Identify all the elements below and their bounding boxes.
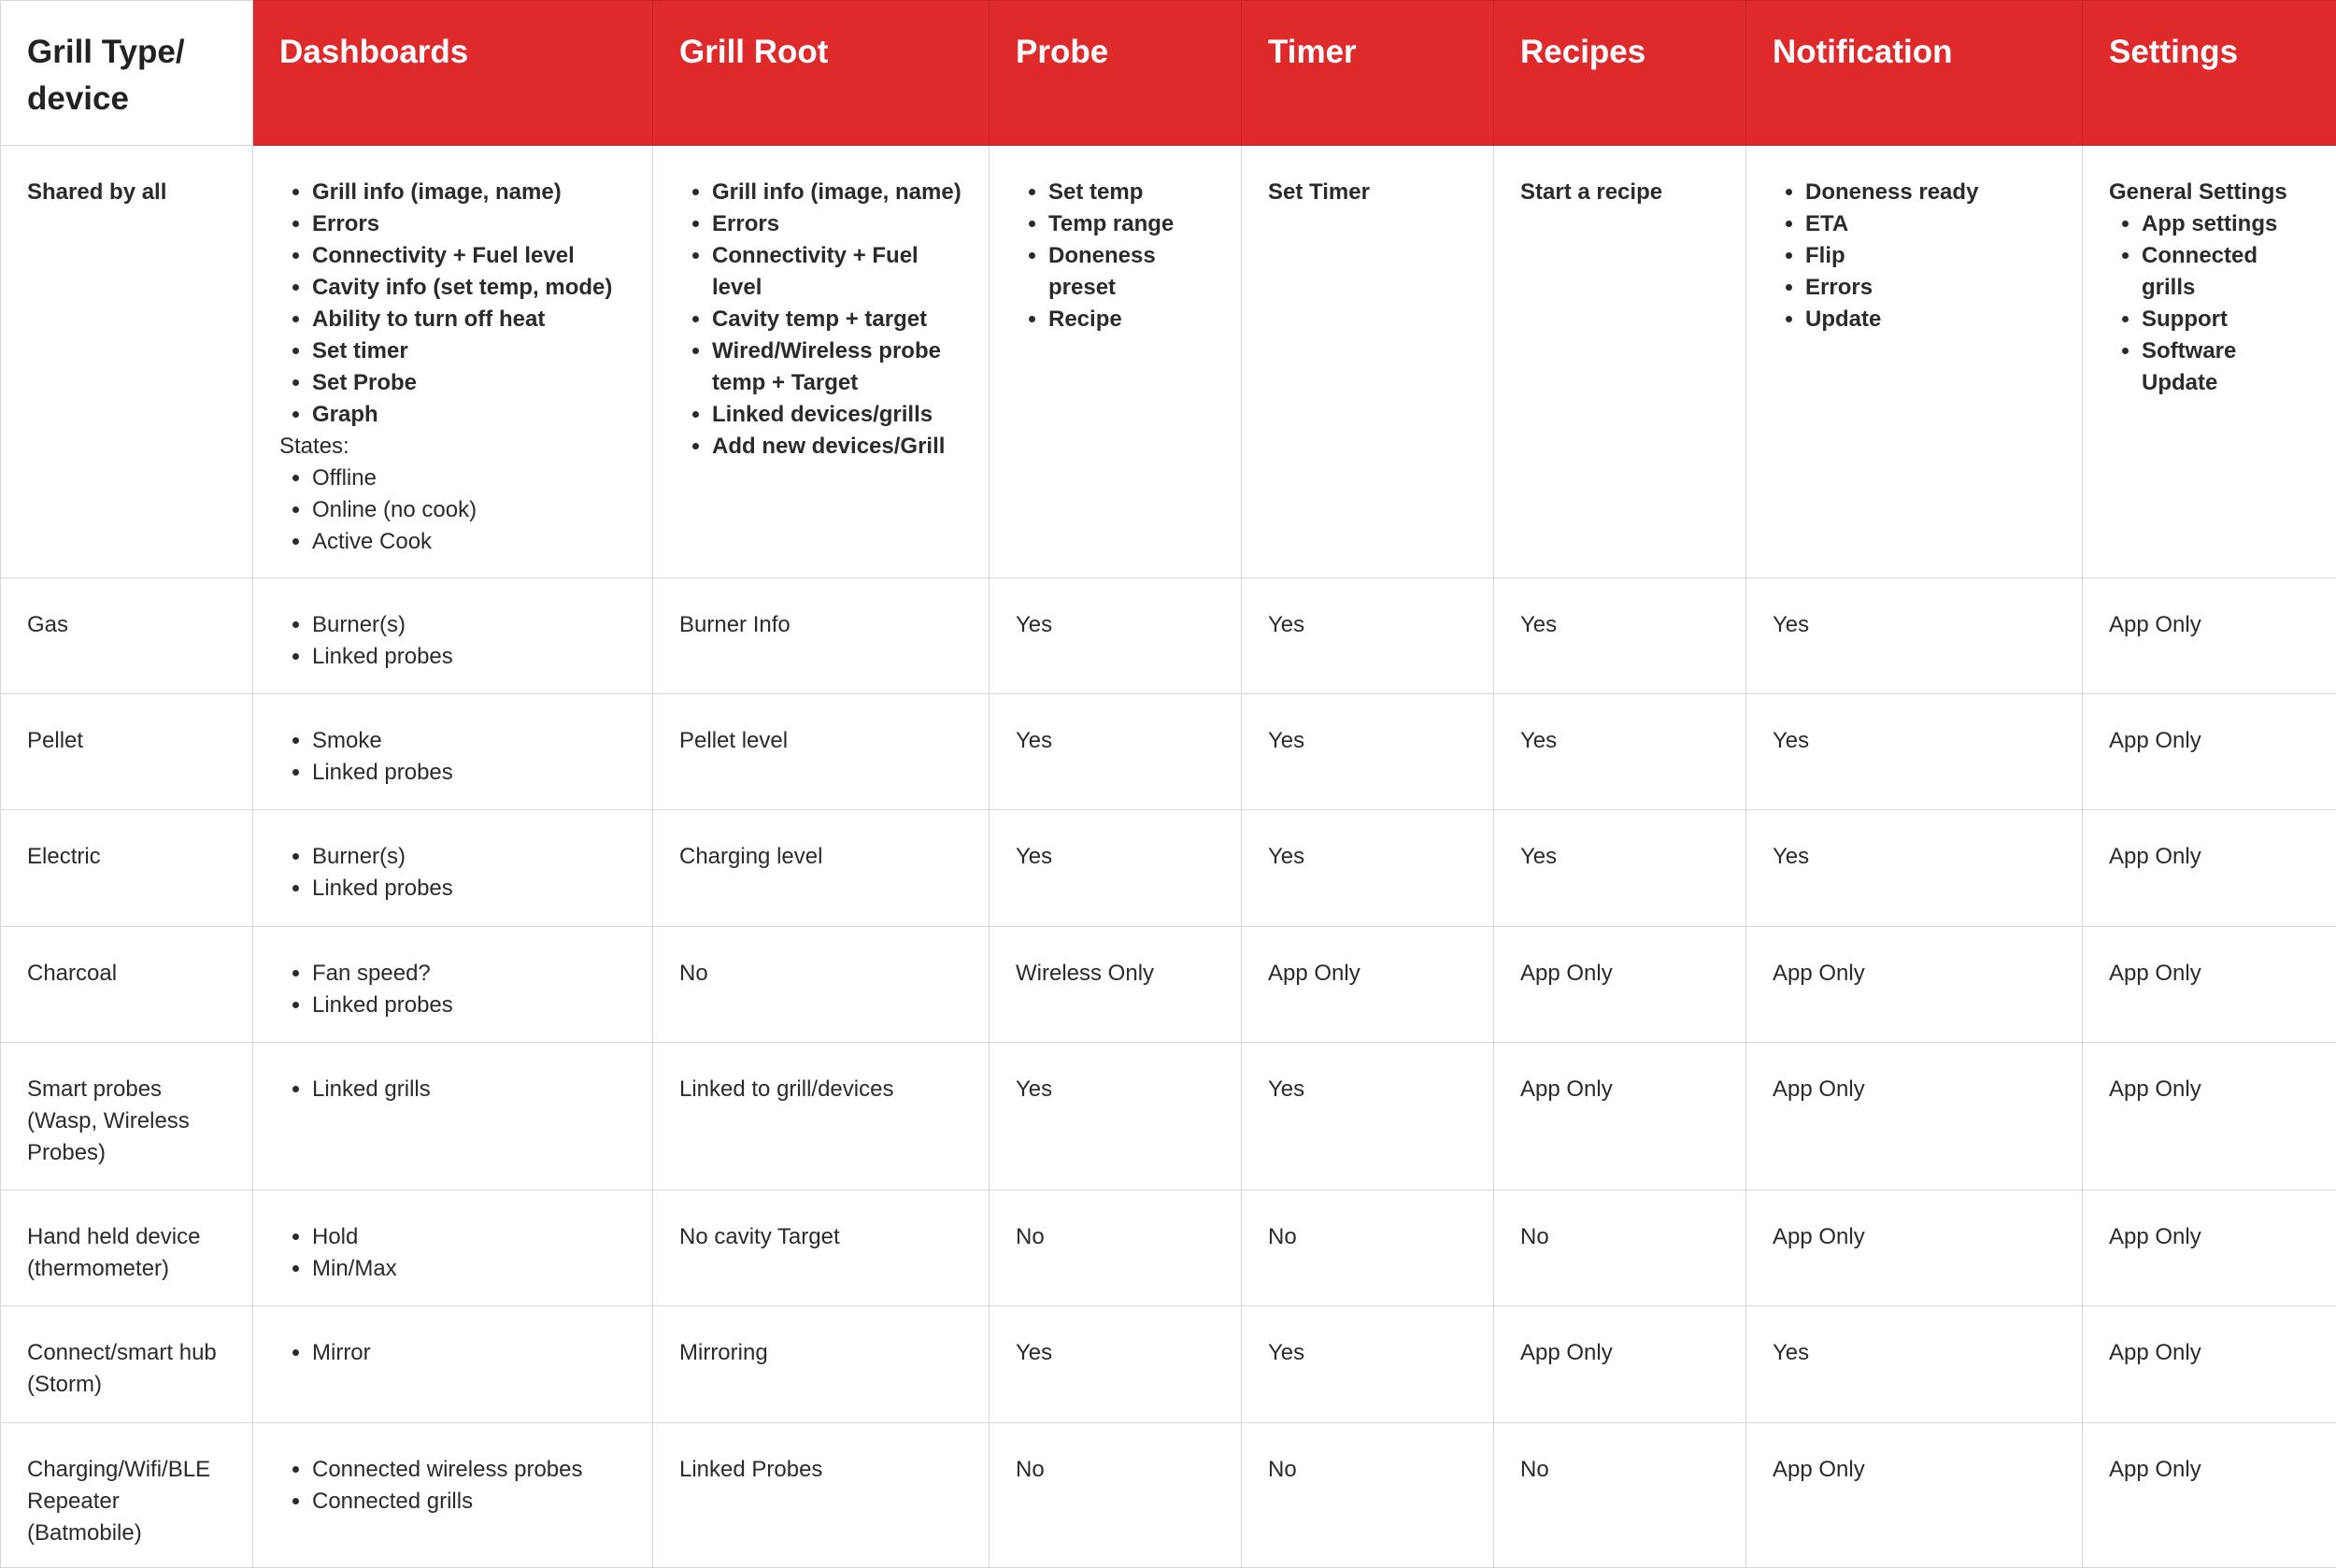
device-name-cell: Charcoal bbox=[1, 926, 253, 1042]
timer-cell: Yes bbox=[1242, 694, 1494, 810]
timer-cell: Yes bbox=[1242, 1042, 1494, 1190]
grill-root-cell: No cavity Target bbox=[653, 1190, 990, 1306]
timer-cell: Yes bbox=[1242, 1306, 1494, 1422]
probe-cell: Yes bbox=[990, 694, 1242, 810]
timer-cell: Yes bbox=[1242, 810, 1494, 926]
probe-cell: No bbox=[990, 1422, 1242, 1567]
states-label: States: bbox=[279, 434, 349, 459]
list-item: • Flip bbox=[1805, 240, 2056, 272]
header-dashboards: Dashboards bbox=[253, 1, 653, 146]
probe-cell: Yes bbox=[990, 1042, 1242, 1190]
list-item: • Set temp bbox=[1048, 177, 1215, 208]
settings-cell: App Only bbox=[2083, 1042, 2336, 1190]
list-item: • Wired/Wireless probe temp + Target bbox=[712, 335, 962, 399]
settings-cell: App Only bbox=[2083, 694, 2336, 810]
grill-root-cell: Charging level bbox=[653, 810, 990, 926]
list-item: • Cavity info (set temp, mode) bbox=[312, 272, 626, 304]
notification-cell: Yes bbox=[1746, 810, 2083, 926]
list-item: • Online (no cook) bbox=[312, 494, 626, 526]
list-item: • Linked probes bbox=[312, 990, 626, 1021]
list-item: • Add new devices/Grill bbox=[712, 431, 962, 463]
timer-cell: Yes bbox=[1242, 577, 1494, 693]
header-row bbox=[1, 1, 2336, 146]
list-item: • Smoke bbox=[312, 725, 626, 757]
list-item: • Errors bbox=[1805, 272, 2056, 304]
header-timer: Timer bbox=[1242, 1, 1494, 146]
list-item: • App settings bbox=[2142, 208, 2310, 240]
dashboards-cell bbox=[253, 1422, 653, 1567]
list-item: • Set timer bbox=[312, 335, 626, 367]
grill-root-cell: Burner Info bbox=[653, 577, 990, 693]
device-name-cell: Pellet bbox=[1, 694, 253, 810]
list-item: • Linked devices/grills bbox=[712, 399, 962, 431]
notification-cell: App Only bbox=[1746, 1190, 2083, 1306]
list-item: • Connected grills bbox=[312, 1486, 626, 1518]
grill-root-cell: No bbox=[653, 926, 990, 1042]
header-grill-type: Grill Type/ device bbox=[1, 1, 253, 146]
notification-cell: App Only bbox=[1746, 1422, 2083, 1567]
list-item: • Linked grills bbox=[312, 1074, 626, 1105]
settings-cell: App Only bbox=[2083, 810, 2336, 926]
device-name-cell: Electric bbox=[1, 810, 253, 926]
settings-cell: App Only bbox=[2083, 1306, 2336, 1422]
list-item: • Fan speed? bbox=[312, 958, 626, 990]
list-item: • Min/Max bbox=[312, 1253, 626, 1285]
header-probe: Probe bbox=[990, 1, 1242, 146]
list-item: • Offline bbox=[312, 463, 626, 494]
list-item: • Doneness ready bbox=[1805, 177, 2056, 208]
notification-cell: App Only bbox=[1746, 1042, 2083, 1190]
list-item: • Grill info (image, name) bbox=[712, 177, 962, 208]
dashboards-list bbox=[279, 1221, 626, 1285]
grill-root-cell: Linked Probes bbox=[653, 1422, 990, 1567]
table-row bbox=[1, 810, 2336, 926]
settings-cell: App Only bbox=[2083, 1190, 2336, 1306]
device-name-cell: Charging/Wifi/BLE Repeater (Batmobile) bbox=[1, 1422, 253, 1567]
states-list bbox=[279, 463, 626, 558]
table-row bbox=[1, 926, 2336, 1042]
list-item: • Burner(s) bbox=[312, 841, 626, 873]
table-row bbox=[1, 1306, 2336, 1422]
notification-cell: Yes bbox=[1746, 694, 2083, 810]
shared-dashboards-cell bbox=[253, 146, 653, 578]
list-item: • Software Update bbox=[2142, 335, 2310, 399]
list-item: • Set Probe bbox=[312, 367, 626, 399]
list-item: • Update bbox=[1805, 304, 2056, 335]
list-item: • Connectivity + Fuel level bbox=[312, 240, 626, 272]
table-row bbox=[1, 1422, 2336, 1567]
header-notification: Notification bbox=[1746, 1, 2083, 146]
shared-notification-cell bbox=[1746, 146, 2083, 578]
probe-cell: Yes bbox=[990, 1306, 1242, 1422]
shared-grill-root-list bbox=[679, 177, 962, 463]
dashboards-list bbox=[279, 1454, 626, 1518]
list-item: • Linked probes bbox=[312, 757, 626, 789]
list-item: • Connected wireless probes bbox=[312, 1454, 626, 1486]
dashboards-cell bbox=[253, 810, 653, 926]
list-item: • Mirror bbox=[312, 1337, 626, 1369]
notification-cell: App Only bbox=[1746, 926, 2083, 1042]
shared-notification-list bbox=[1773, 177, 2056, 335]
probe-cell: Yes bbox=[990, 810, 1242, 926]
timer-cell: App Only bbox=[1242, 926, 1494, 1042]
device-name-cell: Hand held device (thermometer) bbox=[1, 1190, 253, 1306]
dashboards-list bbox=[279, 725, 626, 789]
list-item: • Recipe bbox=[1048, 304, 1215, 335]
recipes-cell: No bbox=[1494, 1422, 1746, 1567]
probe-cell: Wireless Only bbox=[990, 926, 1242, 1042]
settings-cell: App Only bbox=[2083, 926, 2336, 1042]
header-recipes: Recipes bbox=[1494, 1, 1746, 146]
shared-label: Shared by all bbox=[1, 146, 253, 578]
list-item: • ETA bbox=[1805, 208, 2056, 240]
list-item: • Doneness preset bbox=[1048, 240, 1215, 304]
notification-cell: Yes bbox=[1746, 577, 2083, 693]
recipes-cell: Yes bbox=[1494, 577, 1746, 693]
list-item: • Graph bbox=[312, 399, 626, 431]
shared-recipes-cell: Start a recipe bbox=[1494, 146, 1746, 578]
device-name-cell: Connect/smart hub (Storm) bbox=[1, 1306, 253, 1422]
recipes-cell: App Only bbox=[1494, 926, 1746, 1042]
list-item: • Linked probes bbox=[312, 641, 626, 673]
notification-cell: Yes bbox=[1746, 1306, 2083, 1422]
settings-cell: App Only bbox=[2083, 577, 2336, 693]
list-item: • Support bbox=[2142, 304, 2310, 335]
shared-grill-root-cell bbox=[653, 146, 990, 578]
list-item: • Errors bbox=[712, 208, 962, 240]
table-row bbox=[1, 694, 2336, 810]
shared-probe-list bbox=[1016, 177, 1215, 335]
list-item: • Temp range bbox=[1048, 208, 1215, 240]
grill-root-cell: Mirroring bbox=[653, 1306, 990, 1422]
list-item: • Connected grills bbox=[2142, 240, 2310, 304]
recipes-cell: Yes bbox=[1494, 694, 1746, 810]
dashboards-cell bbox=[253, 1306, 653, 1422]
dashboards-cell bbox=[253, 1190, 653, 1306]
general-settings-label: General Settings bbox=[2109, 179, 2287, 205]
shared-timer-cell: Set Timer bbox=[1242, 146, 1494, 578]
settings-cell: App Only bbox=[2083, 1422, 2336, 1567]
header-grill-root: Grill Root bbox=[653, 1, 990, 146]
dashboards-list bbox=[279, 1074, 626, 1105]
list-item: • Linked probes bbox=[312, 873, 626, 905]
recipes-cell: No bbox=[1494, 1190, 1746, 1306]
list-item: • Hold bbox=[312, 1221, 626, 1253]
probe-cell: No bbox=[990, 1190, 1242, 1306]
grill-root-cell: Pellet level bbox=[653, 694, 990, 810]
dashboards-list bbox=[279, 609, 626, 673]
list-item: • Grill info (image, name) bbox=[312, 177, 626, 208]
list-item: • Cavity temp + target bbox=[712, 304, 962, 335]
recipes-cell: Yes bbox=[1494, 810, 1746, 926]
list-item: • Burner(s) bbox=[312, 609, 626, 641]
dashboards-cell bbox=[253, 1042, 653, 1190]
recipes-cell: App Only bbox=[1494, 1042, 1746, 1190]
recipes-cell: App Only bbox=[1494, 1306, 1746, 1422]
shared-settings-list bbox=[2109, 208, 2310, 399]
table-row bbox=[1, 577, 2336, 693]
list-item: • Errors bbox=[312, 208, 626, 240]
dashboards-cell bbox=[253, 926, 653, 1042]
list-item: • Ability to turn off heat bbox=[312, 304, 626, 335]
shared-probe-cell bbox=[990, 146, 1242, 578]
shared-dashboards-list bbox=[279, 177, 626, 431]
grill-root-cell: Linked to grill/devices bbox=[653, 1042, 990, 1190]
timer-cell: No bbox=[1242, 1190, 1494, 1306]
list-item: • Connectivity + Fuel level bbox=[712, 240, 962, 304]
device-name-cell: Gas bbox=[1, 577, 253, 693]
dashboards-list bbox=[279, 841, 626, 905]
timer-cell: No bbox=[1242, 1422, 1494, 1567]
dashboards-cell bbox=[253, 694, 653, 810]
dashboards-list bbox=[279, 1337, 626, 1369]
table-row bbox=[1, 1190, 2336, 1306]
dashboards-cell bbox=[253, 577, 653, 693]
header-settings: Settings bbox=[2083, 1, 2336, 146]
probe-cell: Yes bbox=[990, 577, 1242, 693]
dashboards-list bbox=[279, 958, 626, 1021]
table-row bbox=[1, 1042, 2336, 1190]
list-item: • Active Cook bbox=[312, 526, 626, 558]
shared-row bbox=[1, 146, 2336, 578]
shared-settings-cell bbox=[2083, 146, 2336, 578]
device-name-cell: Smart probes (Wasp, Wireless Probes) bbox=[1, 1042, 253, 1190]
